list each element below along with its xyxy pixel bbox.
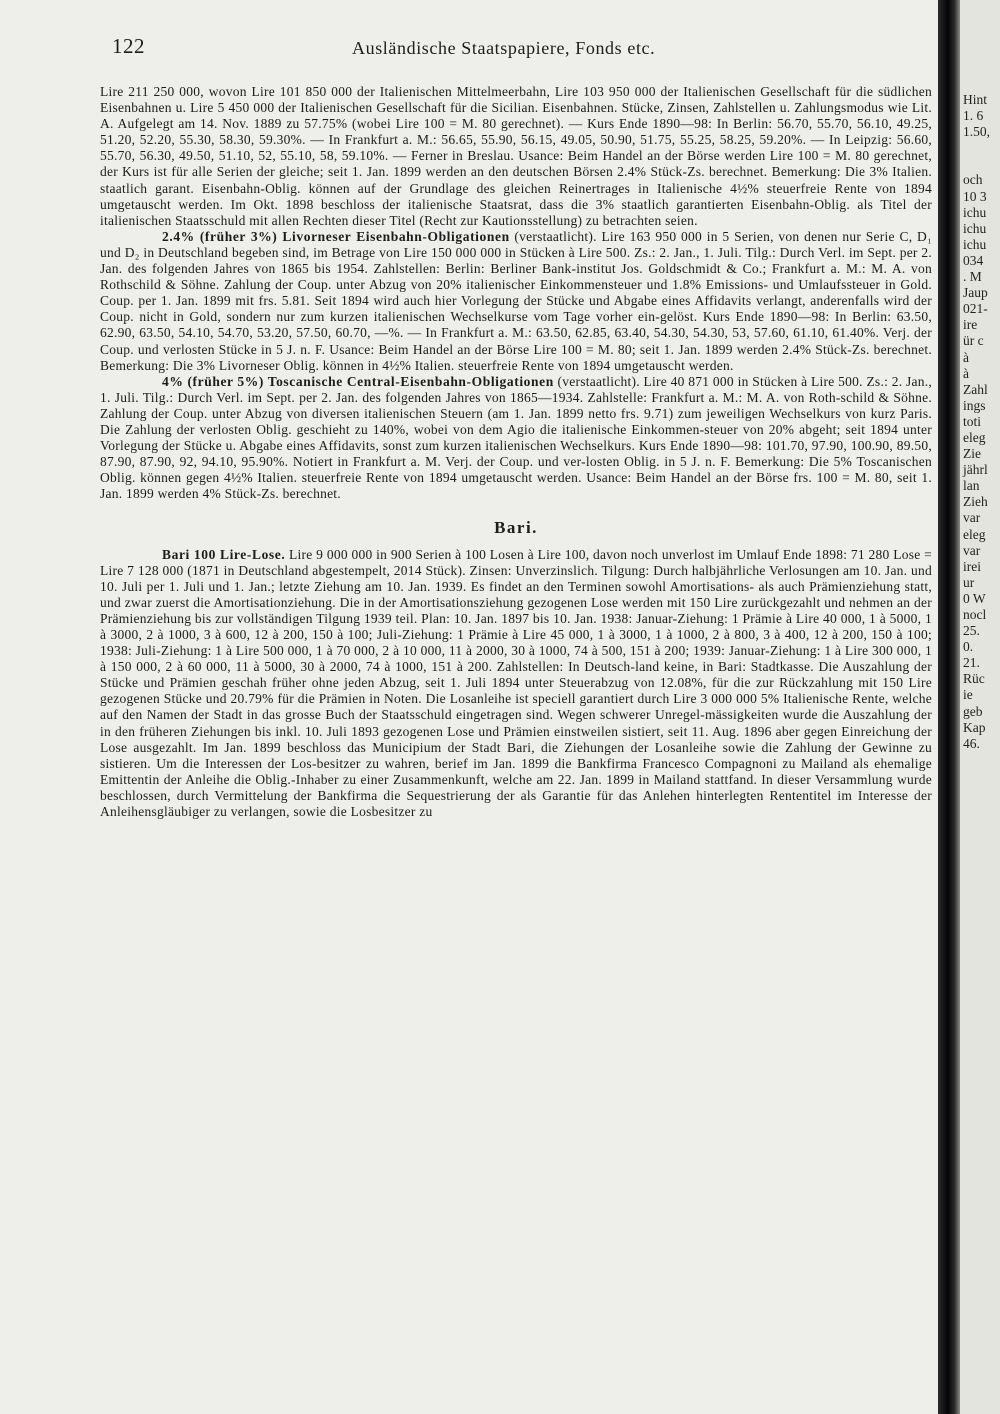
entry-text-toscanische: (verstaatlicht). Lire 40 871 000 in Stücken à Lire 500. Zs.: 2. Jan., 1. Juli. Tilg.: Durch Verl. im Sept. per 2. Jan. des folgenden Jahres von 1865—1934. Zahlstelle: Frankfurt a. M.: M. A. von Roth-schild & Söhne. Zahlung der Coup. unter Abzug von diversen italienischen Steuern (am 1. Jan. 1899 netto frs. 9.71) zum jeweiligen Wechselkurs von kurz Paris. Die Zahlung der verlosten Oblig. geschieht zu 140%, wobei von dem Agio die italienische Einkommen-steuer von 20% abgeht; seit 1894 unter Vorlegung der Stücke u. Abgabe eines Affidavits, sonst zum kurzen italienischen Wechselkurs. Kurs Ende 1890—98: 101.70, 97.90, 100.90, 89.50, 87.90, 87.90, 92, 94.10, 95.90%. Notiert in Frankfurt a. M. Verj. der Coup. und ver-losten Oblig. in 5 J. n. F. Bemerkung: Die 5% Toscanischen Oblig. können gegen 4½% Italien. steuerfreie Rente von 1894 umgetauscht werden. Usance: Beim Handel an der Börse frs. 100 = M. 80, seit 1. Jan. 1899 werden 4% Stück-Zs. berechnet. (100, 373, 932, 502)
next-page-fragment: Zahl (963, 381, 988, 397)
page-number: 122 (112, 34, 145, 58)
next-page-fragment: toti (963, 413, 982, 429)
paragraph-livorneser-bonds (100, 229, 932, 374)
page-body (100, 84, 932, 1404)
next-page-fragment: 0 W (963, 590, 986, 606)
next-page-edge (960, 0, 1000, 1414)
next-page-fragment: lan (963, 478, 980, 494)
entry-text-bari: Lire 9 000 000 in 900 Serien à 100 Losen à Lire 100, davon noch unverlost im Umlauf Ende 1898: 71 280 Lose = Lire 7 128 000 (1871 in Deutschland abgestempelt, 2014 Stück). Zinsen: Unverzinslich. Tilgung: Durch halbjährliche Verlosungen am 10. Jan. und 10. Juli per 1. Juli und 1. Jan.; letzte Ziehung am 10. Jan. 1939. Es findet an den Terminen sowohl Amortisations- als auch Prämienziehung statt, und zwar zuerst die Amortisationziehung. Die in der Amortisationsziehung gezogenen Lose werden mit 150 Lire zurückgezahlt und nehmen an der Prämienziehung bis zur vollständigen Tilgung 1939 teil. Plan: 10. Jan. 1897 bis 10. Jan. 1938: Januar-Ziehung: 1 Prämie à Lire 40 000, 1 à 5000, 1 à 3000, 2 à 1000, 3 à 600, 12 à 200, 150 à 100; Juli-Ziehung: 1 Prämie à Lire 45 000, 1 à 3000, 1 à 1000, 2 à 800, 3 à 400, 12 à 200, 150 à 100; 1938: Juli-Ziehung: 1 à Lire 500 000, 1 à 70 000, 2 à 10 000, 11 à 2000, 30 à 1000, 74 à 500, 151 à 200; 1939: Januar-Ziehung: 1 à Lire 300 000, 1 à 150 000, 2 à 60 000, 11 à 5000, 30 à 2000, 74 à 1000, 151 à 200. Zahlstellen: In Deutsch-land keine, in Bari: Stadtkasse. Die Auszahlung der Stücke und Prämien geschah früher ohne jeden Abzug, seit 1. Juli 1894 unter Steuerabzug von 12.08%, für die zur Rückzahlung mit 150 Lire gezogenen Stücke und 20.79% für die Prämien in Noten. Die Losanleihe ist speciell garantiert durch Lire 3 000 000 5% Italienische Rente, welche auf den Namen der Stadt in das grosse Buch der Staatsschuld eingetragen sind. Wegen schwerer Unregel-mässigkeiten wurde die Auszahlung der in den früheren Ziehungen bis inkl. 10. Juli 1893 gezogenen Lose und Prämien einstweilen sistiert, seit 11. Aug. 1896 aber gegen Einreichung der Lose ausgezahlt. Im Jan. 1899 beschloss das Municipium der Stadt Bari, die Ziehungen der Losanleihe sowie die Zahlung der Gewinne zu sistieren. Um die Interessen der Los-besitzer zu wahren, berief im Jan. 1899 die Bankfirma Francesco Compagnoni zu Mailand als ehemalige Emittentin der Anleihe die Oblig.-Inhaber zu einer Zusammenkunft, welche am 22. Jan. 1899 in Mailand stattfand. In dieser Versammlung wurde beschlossen, durch Vermittelung der Bankfirma die Sequestrierung der als Garantie für das Anlehen hinterlegten Rententitel im Interesse der Anleihensgläubiger zu verlangen, sowie die Losbesitzer zu (100, 546, 932, 820)
next-page-fragment: 1.50, (963, 124, 990, 140)
next-page-fragment: ings (963, 397, 986, 413)
next-page-fragment: ichu (963, 236, 987, 252)
page-header (112, 34, 932, 64)
next-page-fragment: 034 (963, 252, 984, 268)
next-page-fragment: ichu (963, 204, 987, 220)
next-page-fragment: 021- (963, 301, 988, 317)
next-page-fragments (963, 92, 1000, 752)
entry-heading-livorneser: 2.4% (früher 3%) Livorneser Eisenbahn-Obligationen (162, 228, 510, 244)
next-page-fragment: irei (963, 558, 981, 574)
next-page-fragment: . M (963, 269, 982, 285)
running-title: Ausländische Staatspapiere, Fonds etc. (352, 38, 656, 58)
next-page-fragment: Kap (963, 719, 986, 735)
next-page-fragment: à (963, 349, 969, 365)
next-page-fragment: Zieh (963, 494, 988, 510)
next-page-fragment: geb (963, 703, 983, 719)
next-page-fragment: 21. (963, 655, 980, 671)
next-page-fragment: Hint (963, 92, 988, 107)
next-page-fragment: var (963, 542, 981, 558)
next-page-fragment: 46. (963, 735, 980, 751)
paragraph-bari-lottery-bonds (100, 547, 932, 821)
next-page-fragment: Jaup (963, 285, 988, 301)
entry-heading-bari: Bari 100 Lire-Lose. (162, 546, 286, 562)
next-page-fragment: 10 3 (963, 188, 987, 204)
paragraph-italian-railway-bonds: Lire 211 250 000, wovon Lire 101 850 000 der Italienischen Mittelmeerbahn, Lire 103 950 000 der Italienischen Gesellschaft für die südlichen Eisenbahnen u. Lire 5 450 000 der Italienischen Gesellschaft für die Sicilian. Eisenbahnen. Stücke, Zinsen, Zahlstellen u. Zahlungsmodus wie Lit. A. Aufgelegt am 14. Nov. 1889 zu 57.75% (wobei Lire 100 = M. 80 gerechnet). — Kurs Ende 1890—98: In Berlin: 56.70, 55.70, 56.10, 49.25, 51.20, 52.20, 55.30, 58.30, 59.30%. — In Frankfurt a. M.: 56.65, 55.90, 56.15, 49.05, 50.90, 51.75, 55.25, 58.25, 59.20%. — In Leipzig: 56.60, 55.70, 56.30, 49.50, 51.10, 52, 55.10, 58, 59.10%. — Ferner in Breslau. Usance: Beim Handel an der Börse werden Lire 100 = M. 80 gerechnet, der Kurs ist für alle Serien der gleiche; seit 1. Jan. 1899 werden an den deutschen Börsen 2.4% Stück-Zs. berechnet. Bemerkung: Die 3% Italien. staatlich garant. Eisenbahn-Oblig. können auf der Grundlage des gleichen Reinertrages in Italienische 4½% steuerfreie Rente von 1894 umgetauscht werden. Im Okt. 1898 beschloss der italienische Staatsrat, dass die 3% staatlich garantierten Eisenbahn-Oblig. als Titel der italienischen Staatsschuld mit allen Rechten dieser Titel (Recht zur Kautionsstellung) zu betrachten seien. (100, 84, 932, 228)
book-gutter (938, 0, 960, 1414)
next-page-fragment: ür c (963, 333, 984, 349)
next-page-fragment: Rüc (963, 671, 985, 687)
next-page-fragment: eleg (963, 526, 986, 542)
next-page-fragment (963, 140, 1000, 156)
next-page-fragment: var (963, 510, 981, 526)
next-page-fragment: 0. (963, 639, 974, 655)
next-page-fragment: nocl (963, 607, 987, 622)
section-heading-bari: Bari. (494, 518, 538, 538)
next-page-fragment: jährl (963, 462, 988, 478)
next-page-fragment (963, 156, 1000, 172)
next-page-fragment: à (963, 365, 969, 381)
paragraph-toscanische-bonds (100, 374, 932, 503)
next-page-fragment: ur (963, 574, 975, 590)
next-page-fragment: 25. (963, 623, 980, 639)
next-page-fragment: och (963, 172, 983, 188)
next-page-fragment: ire (963, 317, 978, 333)
entry-heading-toscanische: 4% (früher 5%) Toscanische Central-Eisenbahn-Obligationen (162, 373, 554, 389)
entry-text-livorneser: (verstaatlicht). Lire 163 950 000 in 5 Serien, von denen nur Serie C, D₁ und D₂ in Deutschland begeben sind, im Betrage von Lire 150 000 000 in Stücken à Lire 500. Zs.: 2. Jan., 1. Juli. Tilg.: Durch Verl. im Sept. per 2. Jan. des folgenden Jahres von 1865 bis 1954. Zahlstellen: Berlin: Berliner Bank-institut Jos. Goldschmidt & Co.; Frankfurt a. M.: M. A. von Rothschild & Söhne. Zahlung der Coup. unter Abzug von 20% italienischer Einkommensteuer und 1.8% Emissions- und Umlaufssteuer in Gold. Coup. per 1. Jan. 1899 mit frs. 5.81. Seit 1894 wird auch hier Vorlegung der Stücke und Abgabe eines Affidavits verlangt, anderenfalls wird der Coup. nicht in Gold, sondern nur zum kurzen italienischen Wechselkurse vom Tage vorher ein-gelöst. Kurs Ende 1890—98: In Berlin: 63.50, 62.90, 63.50, 54.10, 54.70, 53.20, 57.50, 60.70, —%. — In Frankfurt a. M.: 63.50, 62.85, 63.40, 54.30, 54.30, 53, 57.60, 61.10, 61.40%. Verj. der Coup. und verlosten Stücke in 5 J. n. F. Usance: Beim Handel an der Börse Lire 100 = M. 80; seit 1. Jan. 1899 werden 2.4% Stück-Zs. berechnet. Bemerkung: Die 3% Livorneser Oblig. können in 4½% Italien. steuerfreie Rente von 1894 umgetauscht werden. (100, 228, 932, 373)
next-page-fragment: ie (963, 687, 973, 703)
next-page-fragment: eleg (963, 429, 986, 445)
next-page-fragment: 1. 6 (963, 108, 984, 124)
next-page-fragment: ichu (963, 220, 987, 236)
next-page-fragment: Zie (963, 446, 981, 462)
